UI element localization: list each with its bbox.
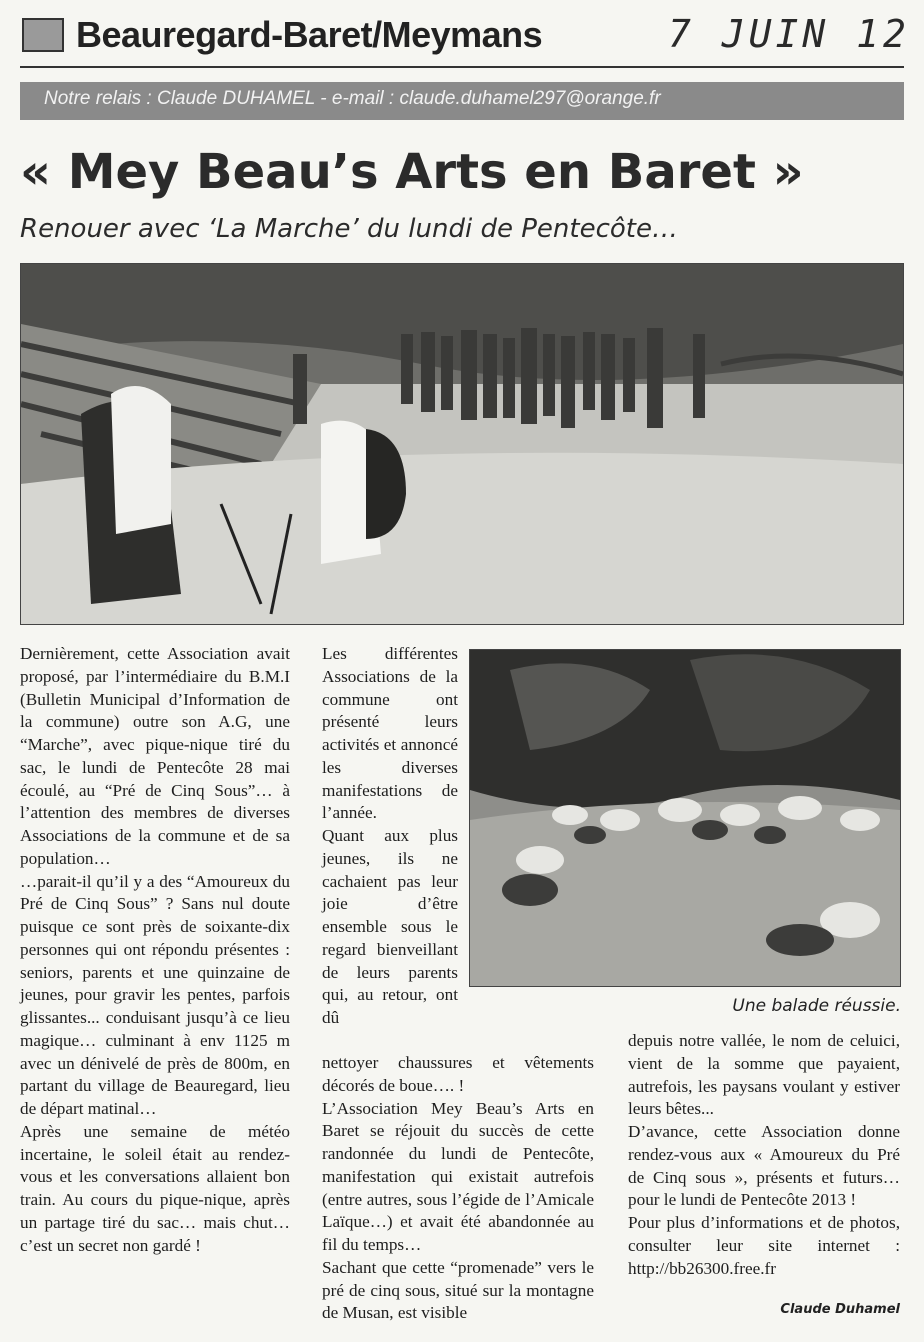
paragraph: …parait-il qu’il y a des “Amoureux du Pré de Cinq Sous” ? Sans nul doute puisque ce sont près de soixante-dix personnes qui ont répondu présentes : seniors, parents et une quinzaine de jeunes, pour gravir les pentes, parfois glissantes... conduisant jusqu’à ce lieu magique… culminant à env 1125 m avec un dénivelé de près de 800m, en partant du village de Beauregard, lieu de départ matinal… bbox=[20, 871, 290, 1118]
paragraph: nettoyer chaussures et vêtements décorés de boue…. ! bbox=[322, 1053, 594, 1095]
paragraph: Sachant que cette “promenade” vers le pré de cinq sous, situé sur la montagne de Musan, est visible bbox=[322, 1257, 594, 1323]
section-marker bbox=[22, 18, 64, 52]
paragraph: depuis notre vallée, le nom de celuici, vient de la somme que payaient, autrefois, les paysans voulant y estiver leurs bêtes... bbox=[628, 1031, 900, 1119]
section-title: Beauregard-Baret/Meymans bbox=[76, 14, 543, 55]
header-rule bbox=[20, 66, 904, 68]
hikers-photo bbox=[20, 263, 904, 625]
paragraph: Quant aux plus jeunes, ils ne cachaient pas leur joie d’être ensemble sous le regard bienveillant de leurs parents qui, au retour, ont dû bbox=[322, 826, 458, 1027]
relay-contact: Notre relais : Claude DUHAMEL - e-mail : claude.duhamel297@orange.fr bbox=[44, 88, 661, 109]
article-subheadline: Renouer avec ‘La Marche’ du lundi de Pentecôte… bbox=[20, 214, 678, 244]
paragraph: L’Association Mey Beau’s Arts en Baret se réjouit du succès de cette randonnée du lundi de Pentecôte, manifestation qui existait autrefois (entre autres, sous l’égide de l’Amicale Laïque…) et avait été abandonnée au fil du temps… bbox=[322, 1098, 594, 1254]
photo-caption: Une balade réussie. bbox=[732, 996, 901, 1016]
article-headline: « Mey Beau’s Arts en Baret » bbox=[20, 144, 804, 200]
article-column-2-bottom bbox=[322, 1052, 594, 1325]
paragraph: Dernièrement, cette Association avait proposé, par l’intermédiaire du B.M.I (Bulletin Municipal d’Information de la commune) outre son A.G, une “Marche”, avec pique-nique tiré du sac, le lundi de Pentecôte 28 mai écoulé, au “Pré de Cinq Sous”… à l’attention des membres de diverses Associations de la commune et de sa population… bbox=[20, 644, 290, 868]
paragraph: Après une semaine de météo incertaine, le soleil était au rendez-vous et les conversations allaient bon train. Au cours du pique-nique, après un partage tiré du sac… mais chut… c’est un secret non gardé ! bbox=[20, 1121, 290, 1255]
article-column-3 bbox=[628, 1030, 900, 1280]
paragraph: D’avance, cette Association donne rendez-vous aux « Amoureux du Pré de Cinq sous », présents et futurs… pour le lundi de Pentecôte 2013 ! bbox=[628, 1122, 900, 1210]
article-column-1 bbox=[20, 643, 290, 1257]
handwritten-date: 7 JUIN 12 bbox=[668, 12, 910, 56]
paragraph: Pour plus d’informations et de photos, consulter leur site internet : http://bb26300.free.fr bbox=[628, 1213, 900, 1278]
picnic-photo bbox=[469, 649, 901, 987]
paragraph: Les différentes Associations de la commune ont présenté leurs activités et annoncé les diverses manifestations de l’année. bbox=[322, 644, 458, 823]
article-column-2-top bbox=[322, 643, 458, 1030]
author-signature: Claude Duhamel bbox=[780, 1302, 900, 1317]
